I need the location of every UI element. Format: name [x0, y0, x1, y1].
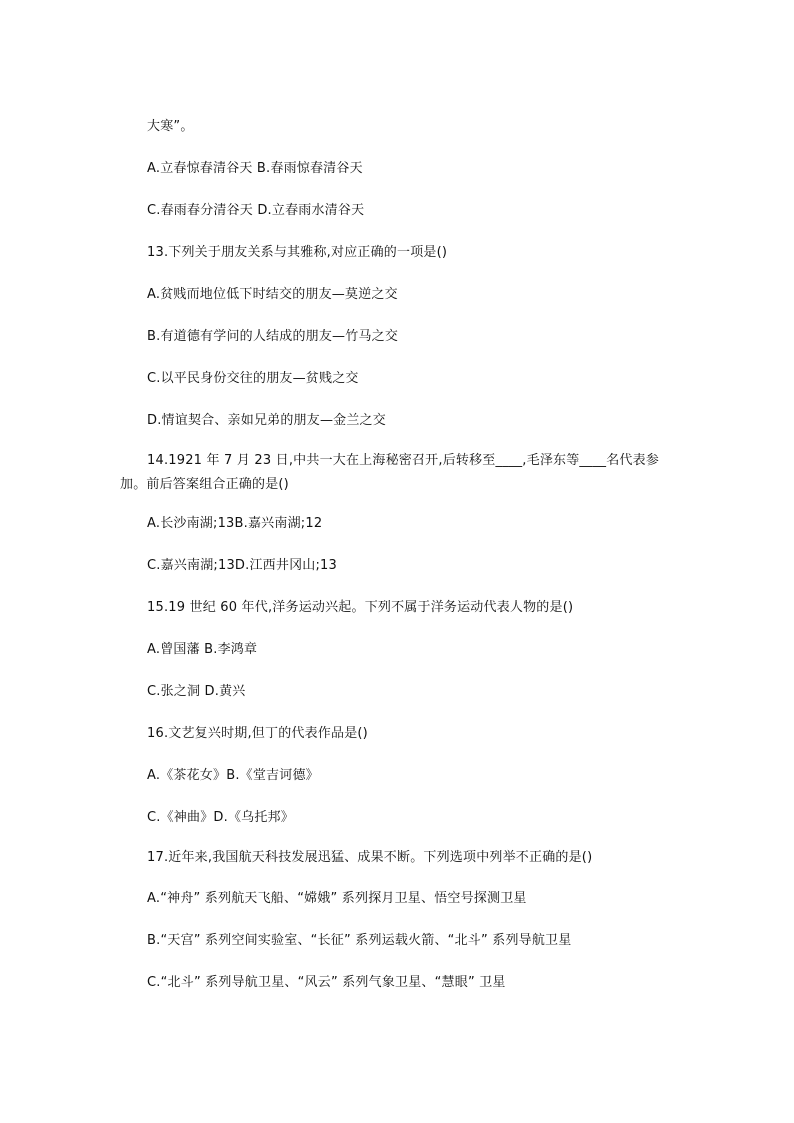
q12-options-cd: C.春雨春分清谷天 D.立春雨水清谷天	[147, 203, 365, 218]
q13-option-c: C.以平民身份交往的朋友—贫贱之交	[147, 371, 359, 386]
q13-option-d: D.情谊契合、亲如兄弟的朋友—金兰之交	[147, 413, 386, 428]
q14-question: 14.1921 年 7 月 23 日,中共一大在上海秘密召开,后转移至____,毛泽东等____名代表参加。前后答案组合正确的是()	[120, 453, 660, 492]
q16-options-ab: A.《茶花女》B.《堂吉诃德》	[147, 768, 319, 783]
q15-question: 15.19 世纪 60 年代,洋务运动兴起。下列不属于洋务运动代表人物的是()	[147, 600, 574, 615]
q17-option-a: A.“神舟” 系列航天飞船、“嫦娥” 系列探月卫星、悟空号探测卫星	[147, 891, 527, 906]
q17-option-b: B.“天宫” 系列空间实验室、“长征” 系列运载火箭、“北斗” 系列导航卫星	[147, 933, 572, 948]
text-line-continuation: 大寒”。	[147, 119, 194, 134]
q13-question: 13.下列关于朋友关系与其雅称,对应正确的一项是()	[147, 245, 448, 260]
q13-option-a: A.贫贱而地位低下时结交的朋友—莫逆之交	[147, 287, 398, 302]
q14-options-ab: A.长沙南湖;13B.嘉兴南湖;12	[147, 516, 323, 531]
q17-question: 17.近年来,我国航天科技发展迅猛、成果不断。下列选项中列举不正确的是()	[147, 850, 593, 865]
q15-options-cd: C.张之洞 D.黄兴	[147, 684, 246, 699]
q12-options-ab: A.立春惊春清谷天 B.春雨惊春清谷天	[147, 161, 363, 176]
q14-options-cd: C.嘉兴南湖;13D.江西井冈山;13	[147, 558, 337, 573]
q15-options-ab: A.曾国藩 B.李鸿章	[147, 642, 258, 657]
q17-option-c: C.“北斗” 系列导航卫星、“风云” 系列气象卫星、“慧眼” 卫星	[147, 975, 506, 990]
q16-question: 16.文艺复兴时期,但丁的代表作品是()	[147, 726, 368, 741]
q13-option-b: B.有道德有学问的人结成的朋友—竹马之交	[147, 329, 399, 344]
q16-options-cd: C.《神曲》D.《乌托邦》	[147, 810, 294, 825]
